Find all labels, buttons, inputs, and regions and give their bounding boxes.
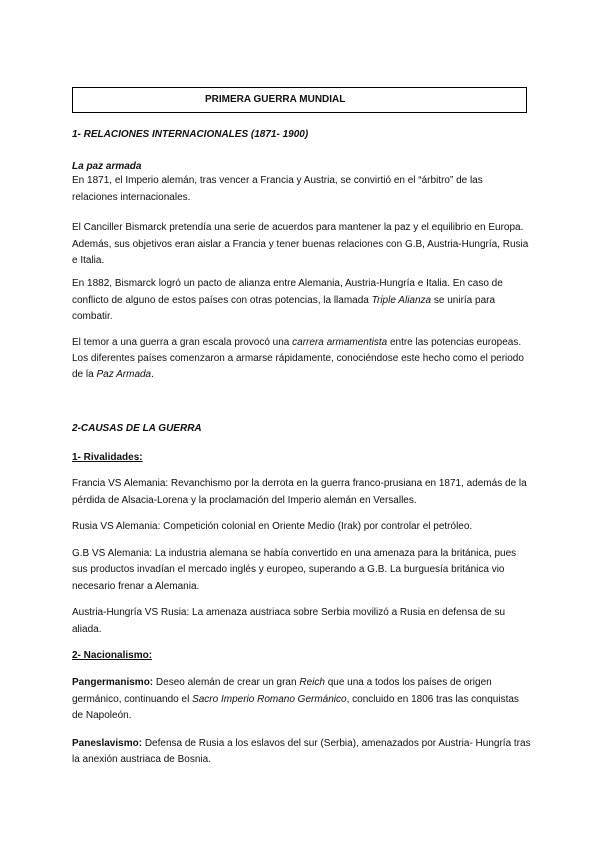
text-span: Deseo alemán de crear un gran <box>153 677 300 688</box>
text-span: Defensa de Rusia a los eslavos del sur (Serbia), amenazados por Austria- Hungría tras <box>142 738 531 749</box>
text-span: conflicto de alguno de estos países con otras potencias, la llamada <box>72 295 372 306</box>
subsection-rivalidades: 1- Rivalidades: <box>72 452 143 463</box>
text-span: , concluido en 1806 tras las conquistas <box>346 694 519 705</box>
italic-term: Reich <box>299 677 325 688</box>
subsection-nacionalismo: 2- Nacionalismo: <box>72 650 153 661</box>
text-span: se uniría para <box>431 295 496 306</box>
paragraph-line: sus productos invadían el mercado inglés y europeo, superando a G.B. La burguesía británica vio <box>72 564 505 575</box>
page-title: PRIMERA GUERRA MUNDIAL <box>205 94 346 105</box>
paragraph-line: En 1871, el Imperio alemán, tras vencer a Francia y Austria, se convirtió en el “árbitro” de las <box>72 175 483 186</box>
text-span: . <box>151 369 154 380</box>
text-span: El temor a una guerra a gran escala provocó una <box>72 337 293 348</box>
text-span: entre las potencias europeas. <box>387 337 522 348</box>
paragraph-line: e Italia. <box>72 255 105 266</box>
paragraph-line: G.B VS Alemania: La industria alemana se había convertido en una amenaza para la británica, pues <box>72 548 517 559</box>
paragraph-line: de Napoleón. <box>72 710 132 721</box>
title-box <box>72 87 527 113</box>
paragraph-line: la anexión austriaca de Bosnia. <box>72 754 211 765</box>
paragraph-line <box>72 334 521 351</box>
italic-term: carrera armamentista <box>292 337 388 348</box>
paragraph-line: aliada. <box>72 624 102 635</box>
italic-term: Triple Alianza <box>371 295 432 306</box>
paragraph-line: combatir. <box>72 311 113 322</box>
paragraph-line <box>72 366 154 383</box>
text-span: de la <box>72 369 97 380</box>
section1-heading: 1- RELACIONES INTERNACIONALES (1871- 1900) <box>72 129 309 140</box>
term-label: Pangermanismo: <box>72 677 154 688</box>
term-label: Paneslavismo: <box>72 738 143 749</box>
paragraph-line: Francia VS Alemania: Revanchismo por la derrota en la guerra franco-prusiana en 1871, además de la <box>72 478 527 489</box>
italic-term: Sacro Imperio Romano Germánico <box>192 694 347 705</box>
text-span: que una a todos los países de origen <box>324 677 492 688</box>
text-span: germánico, continuando el <box>72 694 193 705</box>
paragraph-line <box>72 674 492 691</box>
section2-heading: 2-CAUSAS DE LA GUERRA <box>72 423 202 434</box>
paragraph-line: Además, sus objetivos eran aislar a Francia y tener buenas relaciones con G.B, Austria-Hungría, Rusia <box>72 239 529 250</box>
paragraph-line: Austria-Hungría VS Rusia: La amenaza austriaca sobre Serbia movilizó a Rusia en defensa de su <box>72 607 506 618</box>
paragraph-line: Los diferentes países comenzaron a armarse rápidamente, conociéndose este hecho como el periodo <box>72 353 524 364</box>
italic-term: Paz Armada <box>96 369 152 380</box>
paragraph-line: relaciones internacionales. <box>72 192 191 203</box>
section1-subheading: La paz armada <box>72 161 142 172</box>
paragraph-line: necesario frenar a Alemania. <box>72 581 200 592</box>
paragraph-line: pérdida de Alsacia-Lorena y la proclamación del Imperio alemán en Versalles. <box>72 495 417 506</box>
paragraph-line: Rusia VS Alemania: Competición colonial en Oriente Medio (Irak) por controlar el petróleo. <box>72 521 473 532</box>
paragraph-line <box>72 292 495 309</box>
paragraph-line <box>72 691 519 708</box>
paragraph-line <box>72 735 531 752</box>
paragraph-line: En 1882, Bismarck logró un pacto de alianza entre Alemania, Austria-Hungría e Italia. En caso de <box>72 278 503 289</box>
paragraph-line: El Canciller Bismarck pretendía una serie de acuerdos para mantener la paz y el equilibrio en Europa. <box>72 222 524 233</box>
